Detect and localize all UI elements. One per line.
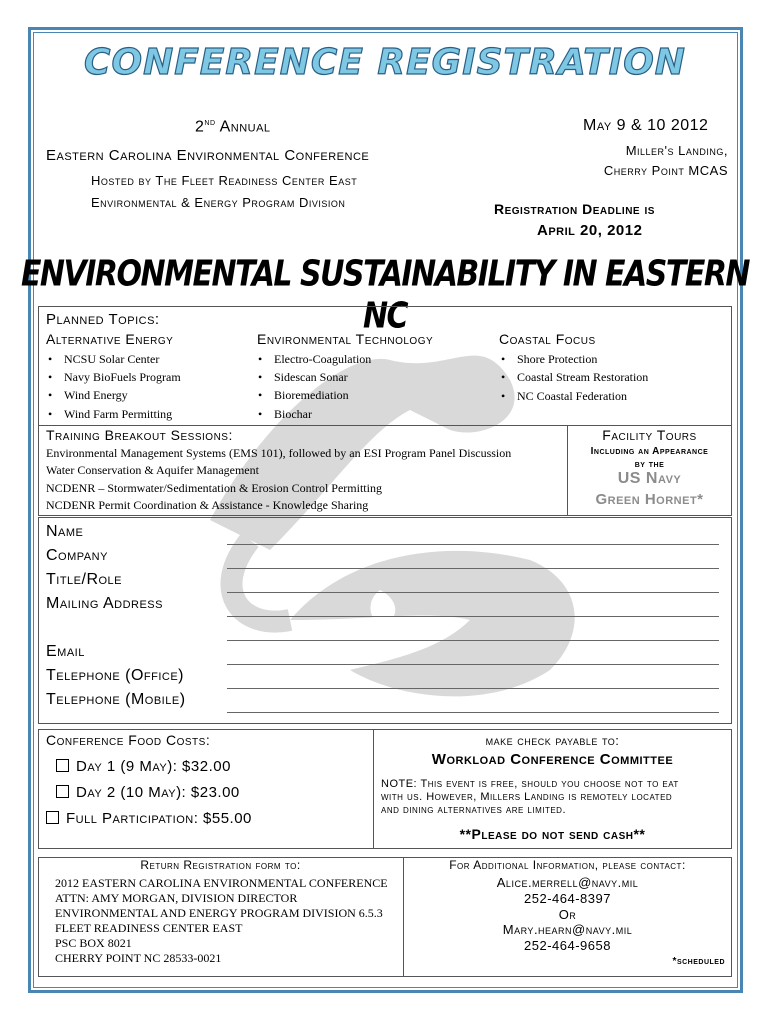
no-cash-notice: **Please do not send cash** — [459, 826, 646, 842]
training-item: Environmental Management Systems (EMS 101), followed by an ESI Program Panel Discussion — [46, 446, 512, 460]
training-item: NCDENR – Stormwater/Sedimentation & Erosion Control Permitting — [46, 481, 382, 495]
location-line-2: Cherry Point MCAS — [603, 163, 728, 178]
return-address-line: 2012 EASTERN CAROLINA ENVIRONMENTAL CONFERENCE — [55, 876, 388, 890]
payee-name: Workload Conference Committee — [431, 751, 674, 768]
tours-line-1: Including an Appearance — [590, 446, 709, 457]
day1-option[interactable] — [56, 758, 231, 775]
annual-superscript: nd — [204, 117, 216, 128]
topic-item: • Electro-Coagulation — [274, 352, 371, 367]
topic-item: • Sidescan Sonar — [274, 370, 348, 385]
payment-note-1: NOTE: This event is free, should you choose not to eat — [381, 778, 679, 790]
day2-option[interactable] — [56, 784, 240, 801]
name-field[interactable] — [227, 544, 719, 545]
return-address-line: ATTN: AMY MORGAN, DIVISION DIRECTOR — [55, 891, 298, 905]
scheduled-footnote: *scheduled — [672, 956, 725, 967]
topic-item: • Wind Energy — [64, 388, 128, 403]
mailing-address-label: Mailing Address — [46, 595, 163, 612]
return-address-line: CHERRY POINT NC 28533-0021 — [55, 951, 222, 965]
day2-checkbox[interactable] — [56, 785, 69, 798]
phone-office-label: Telephone (Office) — [46, 667, 185, 684]
topic-item: • NC Coastal Federation — [517, 389, 627, 404]
contact-phone-1: 252-464-8397 — [524, 891, 611, 906]
company-label: Company — [46, 547, 108, 564]
day2-label: Day 2 (10 May): $23.00 — [76, 784, 240, 801]
payment-note-2: with us. However, Millers Landing is remotely located — [381, 791, 673, 803]
company-field[interactable] — [227, 568, 719, 569]
deadline-line-2: April 20, 2012 — [537, 222, 643, 239]
hosted-line-1: Hosted by The Fleet Readiness Center East — [91, 173, 358, 188]
deadline-line-1: Registration Deadline is — [494, 201, 655, 217]
return-address-line: ENVIRONMENTAL AND ENERGY PROGRAM DIVISION 6.5.3 — [55, 906, 383, 920]
tours-heading: Facility Tours — [602, 427, 697, 443]
annual-word: Annual — [219, 118, 271, 136]
training-heading: Training Breakout Sessions: — [46, 427, 233, 443]
full-participation-option[interactable] — [46, 810, 252, 827]
day1-label: Day 1 (9 May): $32.00 — [76, 758, 231, 775]
topic-item: • Biochar — [274, 407, 312, 422]
payable-to-label: make check payable to: — [485, 733, 620, 748]
tours-line-2: by the — [634, 459, 665, 470]
theme-heading: ENVIRONMENTAL SUSTAINABILITY IN EASTERN NC — [20, 253, 750, 337]
email-label: Email — [46, 643, 85, 660]
topic-item: • Coastal Stream Restoration — [517, 370, 648, 385]
title-role-label: Title/Role — [46, 571, 123, 588]
topic-item: • Bioremediation — [274, 388, 349, 403]
topic-item: • Shore Protection — [517, 352, 597, 367]
topics-divider — [38, 425, 732, 426]
conference-name: Eastern Carolina Environmental Conference — [46, 147, 370, 164]
topic-column-title-3: Coastal Focus — [499, 331, 596, 347]
phone-mobile-label: Telephone (Mobile) — [46, 691, 186, 708]
name-label: Name — [46, 523, 84, 540]
day1-checkbox[interactable] — [56, 759, 69, 772]
mailing-address-field-2[interactable] — [227, 640, 719, 641]
mailing-address-field-1[interactable] — [227, 616, 719, 617]
location-line-1: Miller's Landing, — [625, 143, 728, 158]
annual-number: 2 — [195, 118, 205, 136]
topic-item: • NCSU Solar Center — [64, 352, 159, 367]
topic-column-title-2: Environmental Technology — [257, 331, 434, 347]
topic-item: • Wind Farm Permitting — [64, 407, 172, 422]
contact-or: Or — [558, 907, 577, 922]
food-heading: Conference Food Costs: — [46, 732, 211, 748]
training-item: Water Conservation & Aquifer Management — [46, 463, 259, 477]
phone-office-field[interactable] — [227, 688, 719, 689]
annual-label — [195, 117, 271, 136]
tours-line-3: US Navy — [617, 470, 682, 487]
topics-heading: Planned Topics: — [46, 311, 160, 328]
contact-email-2[interactable]: Mary.hearn@navy.mil — [502, 922, 633, 937]
page-title: CONFERENCE REGISTRATION — [84, 42, 686, 83]
full-participation-label: Full Participation: $55.00 — [66, 810, 252, 827]
contact-phone-2: 252-464-9658 — [524, 938, 611, 953]
phone-mobile-field[interactable] — [227, 712, 719, 713]
contact-heading: For Additional Information, please contact: — [449, 858, 686, 872]
hosted-line-2: Environmental & Energy Program Division — [91, 195, 346, 210]
topic-item: • Navy BioFuels Program — [64, 370, 181, 385]
contact-email-1[interactable]: Alice.merrell@navy.mil — [496, 875, 639, 890]
title-role-field[interactable] — [227, 592, 719, 593]
full-participation-checkbox[interactable] — [46, 811, 59, 824]
training-item: NCDENR Permit Coordination & Assistance - Knowledge Sharing — [46, 498, 369, 512]
payment-note-3: and dining alternatives are limited. — [381, 804, 567, 816]
event-dates: May 9 & 10 2012 — [583, 117, 709, 134]
return-address-line: PSC BOX 8021 — [55, 936, 132, 950]
topic-column-title-1: Alternative Energy — [46, 331, 174, 347]
return-heading: Return Registration form to: — [140, 858, 301, 872]
email-field[interactable] — [227, 664, 719, 665]
return-address-line: FLEET READINESS CENTER EAST — [55, 921, 243, 935]
tours-line-4: Green Hornet* — [595, 491, 704, 508]
